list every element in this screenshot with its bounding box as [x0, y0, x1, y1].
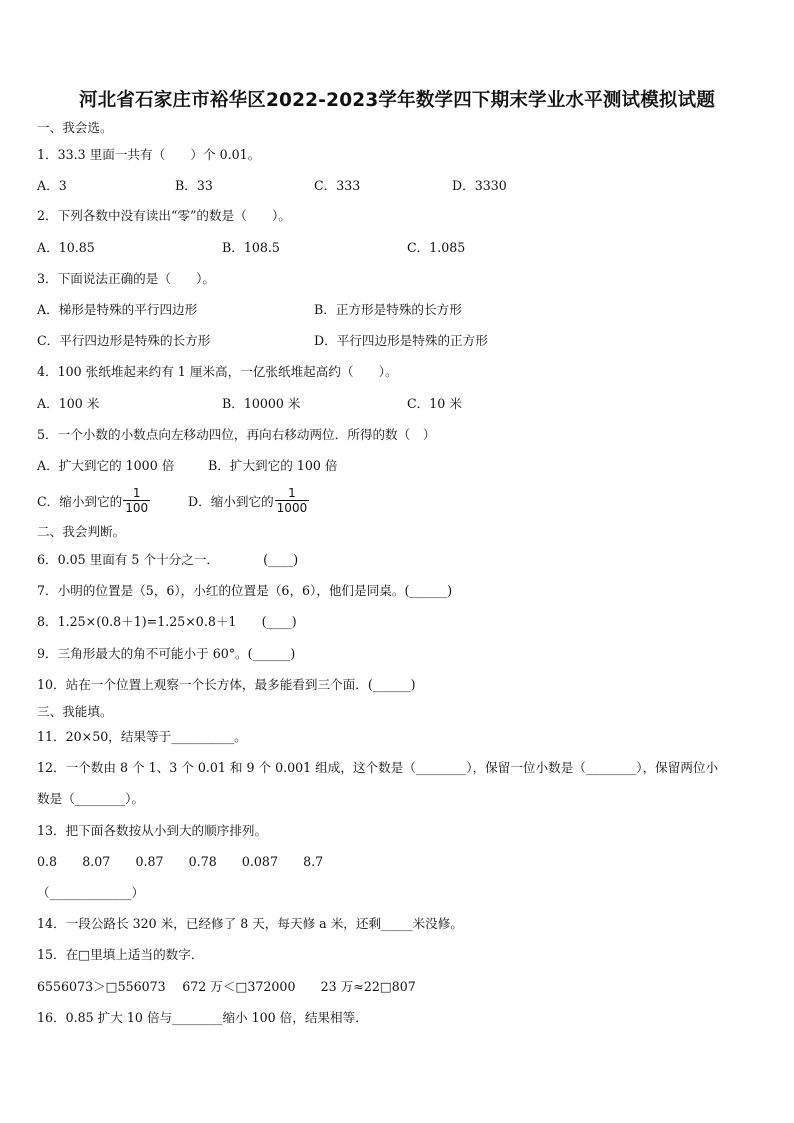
- question-4: 4．100 张纸堆起来约有 1 厘米高，一亿张纸堆起高约（ ）。: [37, 364, 398, 379]
- question-13-numbers: 0.8 8.07 0.87 0.78 0.087 8.7: [37, 854, 324, 869]
- question-8: 8．1.25×(0.8＋1)=1.25×0.8＋1 (____): [37, 614, 297, 629]
- fraction-denominator: 1000: [276, 501, 308, 515]
- question-13-answer-blank: （_____________）: [37, 885, 145, 900]
- section-heading-judge: 二、我会判断。: [37, 524, 126, 539]
- q2-option-b: B．108.5: [222, 240, 280, 255]
- question-6: 6．0.05 里面有 5 个十分之一． (____): [37, 552, 299, 567]
- q1-option-b: B．33: [175, 178, 213, 193]
- section-heading-fill: 三、我能填。: [37, 704, 113, 719]
- q4-option-a: A．100 米: [37, 396, 100, 411]
- q3-option-d: D．平行四边形是特殊的正方形: [314, 333, 488, 348]
- q3-option-a: A．梯形是特殊的平行四边形: [37, 302, 198, 317]
- q1-option-c: C．333: [314, 178, 361, 193]
- question-9: 9．三角形最大的角不可能小于 60°。(______): [37, 646, 296, 661]
- question-15: 15．在□里填上适当的数字．: [37, 947, 204, 962]
- q5-option-d-label: D．缩小到它的: [188, 494, 274, 509]
- question-5: 5．一个小数的小数点向左移动四位，再向右移动两位．所得的数（ ）: [37, 427, 436, 442]
- q5-option-b: B．扩大到它的 100 倍: [208, 458, 338, 473]
- fraction-denominator: 100: [125, 501, 149, 515]
- question-2: 2．下列各数中没有读出“零”的数是（ ）。: [37, 208, 291, 223]
- question-14: 14．一段公路长 320 米，已经修了 8 天，每天修 a 米，还剩_____米没修。: [37, 916, 463, 931]
- fraction-numerator: 1: [132, 486, 141, 500]
- q5-option-c-label: C．缩小到它的: [37, 494, 123, 509]
- section-heading-choice: 一、我会选。: [37, 120, 113, 135]
- page-title: 河北省石家庄市裕华区2022-2023学年数学四下期末学业水平测试模拟试题: [78, 90, 716, 111]
- q2-option-a: A．10.85: [37, 240, 95, 255]
- question-12-continued: 数是（________）。: [37, 791, 145, 806]
- q3-option-c: C．平行四边形是特殊的长方形: [37, 333, 211, 348]
- q5-option-c: [37, 486, 150, 515]
- question-7: 7．小明的位置是（5，6），小红的位置是（6，6），他们是同桌。(______): [37, 583, 453, 598]
- question-13: 13．把下面各数按从小到大的顺序排列。: [37, 823, 268, 838]
- question-3: 3．下面说法正确的是（ ）。: [37, 271, 216, 286]
- q2-option-c: C．1.085: [407, 240, 466, 255]
- q5-option-a: A．扩大到它的 1000 倍: [37, 458, 175, 473]
- question-11: 11．20×50，结果等于__________。: [37, 729, 247, 744]
- question-1: 1．33.3 里面一共有（ ）个 0.01。: [37, 147, 261, 162]
- q5-option-d: [188, 486, 309, 515]
- q3-option-b: B．正方形是特殊的长方形: [314, 302, 462, 317]
- q1-option-a: A．3: [37, 178, 67, 193]
- question-15-items: 6556073＞□556073 672 万＜□372000 23 万≈22□807: [37, 979, 416, 994]
- fraction-numerator: 1: [288, 486, 296, 500]
- question-10: 10．站在一个位置上观察一个长方体，最多能看到三个面．(______): [37, 677, 416, 692]
- q4-option-c: C．10 米: [407, 396, 462, 411]
- q4-option-b: B．10000 米: [222, 396, 301, 411]
- q1-option-d: D．3330: [452, 178, 507, 193]
- q5-option-c-fraction: [123, 486, 150, 515]
- question-16: 16．0.85 扩大 10 倍与________缩小 100 倍，结果相等．: [37, 1010, 368, 1025]
- q5-option-d-fraction: [275, 486, 310, 515]
- question-12: 12．一个数由 8 个 1、3 个 0.01 和 9 个 0.001 组成，这个数是（________），保留一位小数是（________），保留两位小: [37, 760, 719, 775]
